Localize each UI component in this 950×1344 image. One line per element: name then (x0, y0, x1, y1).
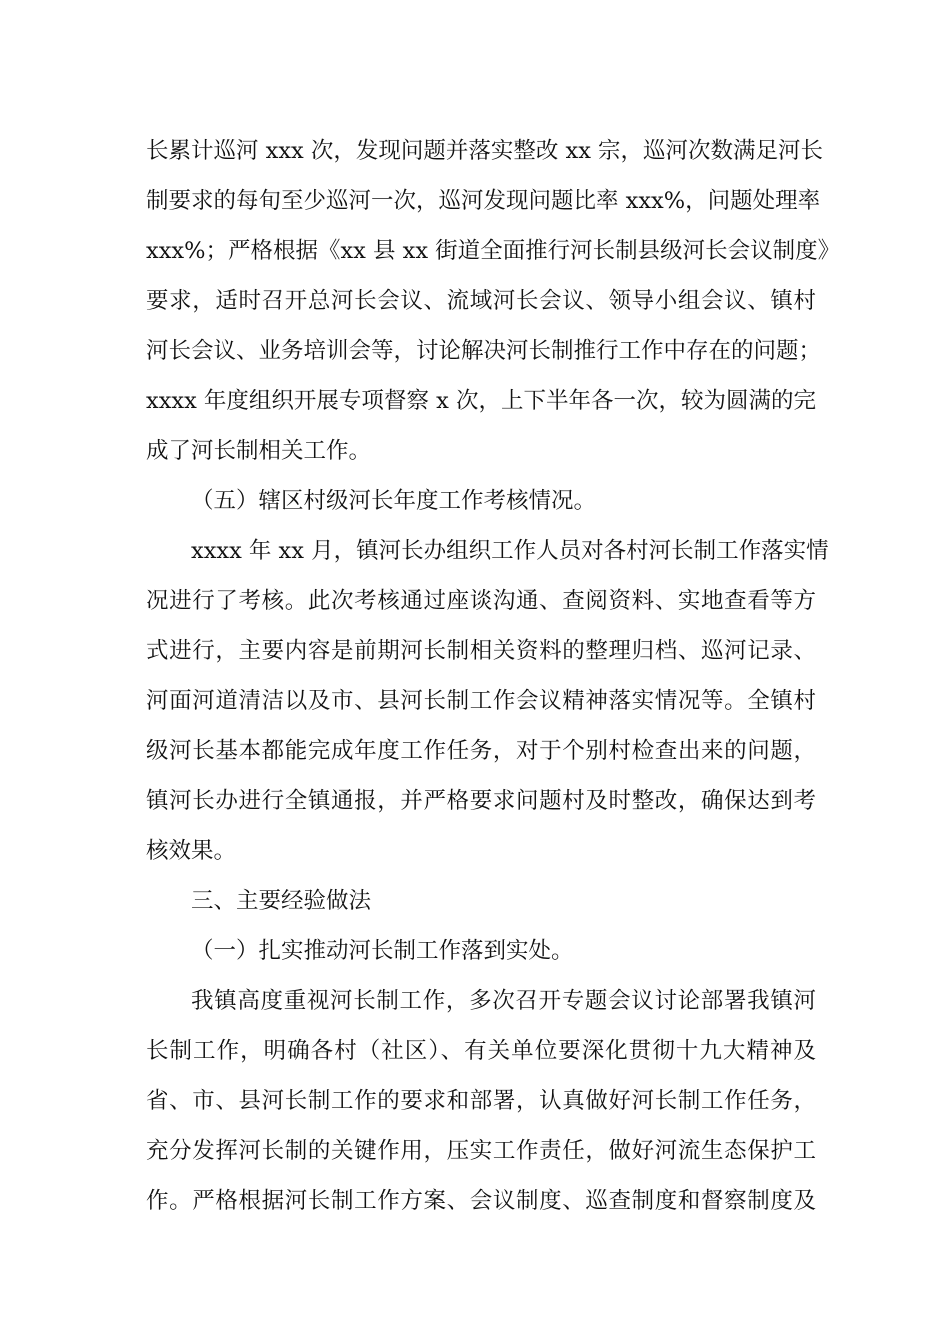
text-line: 况进行了考核。此次考核通过座谈沟通、查阅资料、实地查看等方 (146, 588, 816, 614)
text-line: 成了河长制相关工作。 (146, 438, 372, 464)
text-line: 制要求的每旬至少巡河一次，巡河发现问题比率 xxx%，问题处理率 (146, 188, 821, 214)
text-line: 长制工作，明确各村（社区）、有关单位要深化贯彻十九大精神及 (146, 1038, 816, 1064)
text-line: 充分发挥河长制的关键作用，压实工作责任，做好河流生态保护工 (146, 1138, 816, 1164)
text-line: xxxx 年度组织开展专项督察 x 次，上下半年各一次，较为圆满的完 (146, 388, 816, 414)
text-line: 河长会议、业务培训会等，讨论解决河长制推行工作中存在的问题； (146, 338, 822, 364)
text-line: 级河长基本都能完成年度工作任务，对于个别村检查出来的问题， (146, 738, 816, 764)
text-line: 河面河道清洁以及市、县河长制工作会议精神落实情况等。全镇村 (146, 688, 816, 714)
text-line: 我镇高度重视河长制工作，多次召开专题会议讨论部署我镇河 (191, 988, 816, 1014)
text-line: 式进行，主要内容是前期河长制相关资料的整理归档、巡河记录、 (146, 638, 816, 664)
text-line: xxxx 年 xx 月，镇河长办组织工作人员对各村河长制工作落实情 (191, 538, 829, 564)
section-heading: （五）辖区村级河长年度工作考核情况。 (191, 488, 597, 514)
subsection-heading: （一）扎实推动河长制工作落到实处。 (191, 938, 574, 964)
text-line: 核效果。 (146, 838, 237, 864)
text-line: 省、市、县河长制工作的要求和部署，认真做好河长制工作任务， (146, 1088, 816, 1114)
text-line: xxx%；严格根据《xx 县 xx 街道全面推行河长制县级河长会议制度》 (146, 238, 841, 264)
text-line: 长累计巡河 xxx 次，发现问题并落实整改 xx 宗，巡河次数满足河长 (146, 138, 824, 164)
text-line: 作。严格根据河长制工作方案、会议制度、巡查制度和督察制度及 (146, 1188, 816, 1214)
section-heading: 三、主要经验做法 (191, 888, 372, 914)
text-line: 镇河长办进行全镇通报，并严格要求问题村及时整改，确保达到考 (146, 788, 816, 814)
text-line: 要求，适时召开总河长会议、流域河长会议、领导小组会议、镇村 (146, 288, 816, 314)
